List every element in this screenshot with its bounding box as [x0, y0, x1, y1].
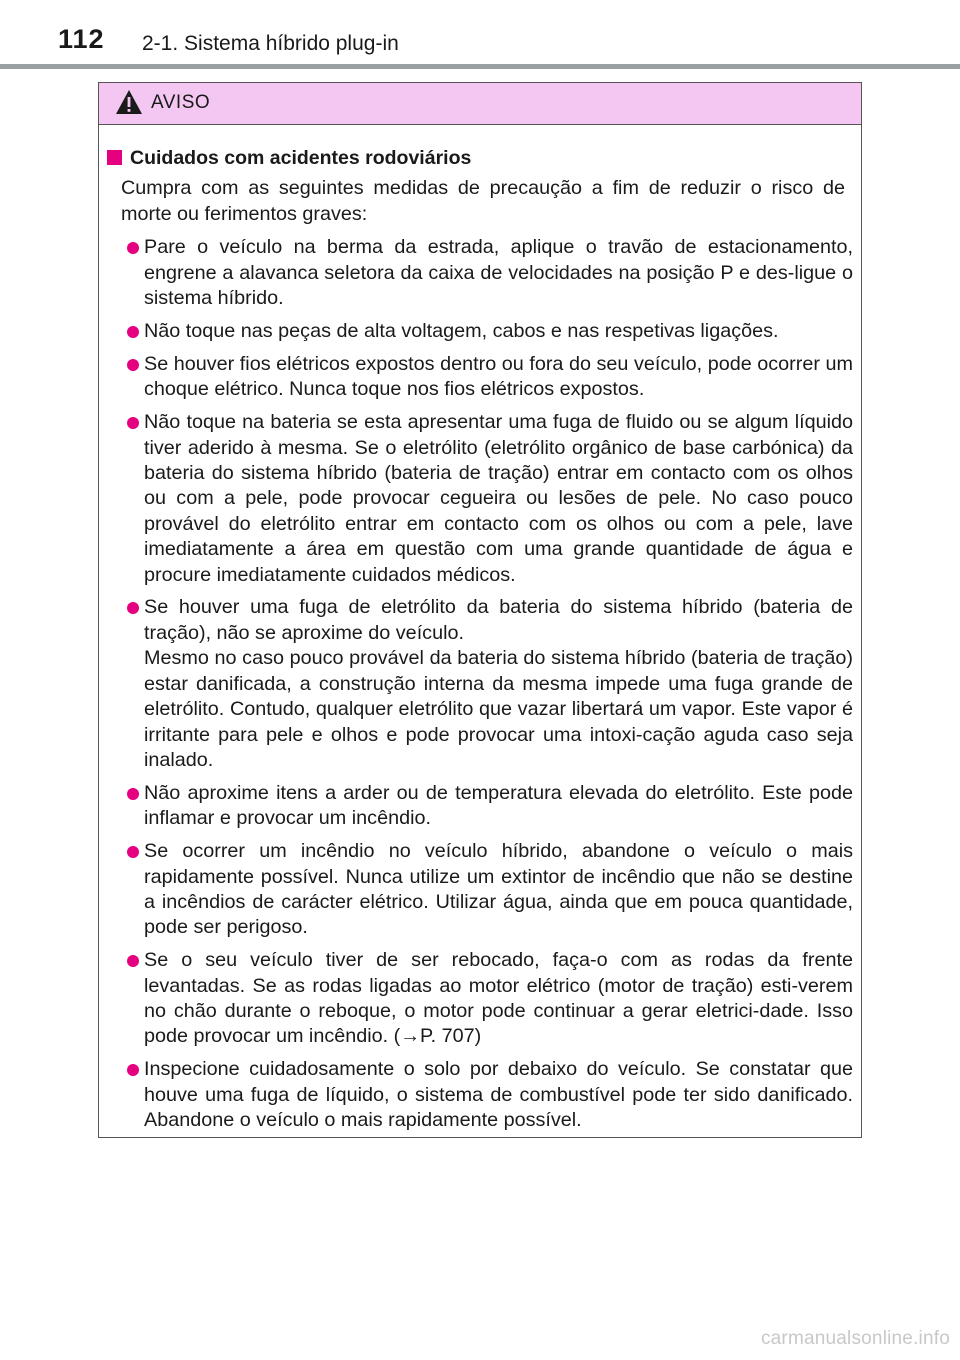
list-item [107, 352, 853, 403]
watermark: carmanualsonline.info [760, 1328, 950, 1349]
list-item-text [144, 948, 853, 1050]
warning-bullet-list [107, 235, 853, 1133]
list-item [107, 235, 853, 311]
round-bullet-icon [127, 417, 139, 429]
warning-triangle-icon [115, 89, 143, 115]
header-rule [0, 64, 960, 69]
list-item [107, 319, 853, 344]
list-item [107, 595, 853, 773]
list-item-text [144, 839, 853, 941]
list-item [107, 781, 853, 832]
warning-label: AVISO [151, 92, 211, 113]
warning-subtitle-text: Cuidados com acidentes rodoviários [130, 147, 472, 169]
round-bullet-icon [127, 846, 139, 858]
warning-box [98, 82, 862, 1138]
list-item-text [144, 410, 853, 588]
list-item-text [144, 319, 853, 344]
list-item-text [144, 352, 853, 403]
list-item-paragraph: Não toque na bateria se esta apresentar uma fuga de fluido ou se algum líquido tiver aderido à mesma. Se o eletrólito (eletrólito orgânico de base carbónica) da bateria do sistema híbrido (bateria de tração) entrar em contacto com os olhos ou com a pele, pode provocar cegueira ou lesões de pele. No caso pouco provável do eletrólito entrar em contacto com os olhos ou com a pele, lave imediatamente a área em questão com uma grande quantidade de água e procure imediatamente cuidados médicos. [144, 411, 853, 586]
list-item-paragraph: Não toque nas peças de alta voltagem, cabos e nas respetivas ligações. [144, 319, 779, 342]
round-bullet-icon [127, 1064, 139, 1076]
list-item-paragraph: Não aproxime itens a arder ou de temperatura elevada do eletrólito. Este pode inflamar e provocar um incêndio. [144, 781, 853, 830]
warning-body [99, 125, 861, 1134]
list-item-paragraph: Pare o veículo na berma da estrada, aplique o travão de estacionamento, engrene a alavanca seletora da caixa de velocidades na posição P e des-ligue o sistema híbrido. [144, 236, 853, 309]
round-bullet-icon [127, 359, 139, 371]
round-bullet-icon [127, 326, 139, 338]
list-item-text [144, 781, 853, 832]
round-bullet-icon [127, 242, 139, 254]
page-header [0, 0, 960, 70]
warning-subtitle [107, 145, 853, 172]
list-item-text [144, 235, 853, 311]
list-item-paragraph: Inspecione cuidadosamente o solo por debaixo do veículo. Se constatar que houve uma fuga de líquido, o sistema de combustível pode ter sido danificado. Abandone o veículo o mais rapidamente possível. [144, 1058, 853, 1132]
list-item-paragraph: Se o seu veículo tiver de ser rebocado, faça-o com as rodas da frente levantadas. Se as rodas ligadas ao motor elétrico (motor de tração) esti-verem no chão durante o reboque, o motor pode continuar a gerar eletrici-dade. Isso pode provocar um incêndio. (→P. 707) [144, 949, 853, 1048]
list-item [107, 948, 853, 1050]
list-item [107, 1057, 853, 1133]
section-title: 2-1. Sistema híbrido plug-in [142, 32, 399, 55]
round-bullet-icon [127, 788, 139, 800]
square-bullet-icon [107, 150, 122, 165]
round-bullet-icon [127, 602, 139, 614]
list-item-paragraph: Se houver fios elétricos expostos dentro ou fora do seu veículo, pode ocorrer um choque elétrico. Nunca toque nos fios elétricos expostos. [144, 352, 853, 401]
warning-intro: Cumpra com as seguintes medidas de precaução a fim de reduzir o risco de morte ou ferimentos graves: [121, 177, 845, 225]
round-bullet-icon [127, 955, 139, 967]
page-number: 112 [58, 24, 105, 54]
list-item-text [144, 1057, 853, 1133]
list-item-paragraph: Se ocorrer um incêndio no veículo híbrido, abandone o veículo o mais rapidamente possível. Nunca utilize um extintor de incêndio que não se destine a incêndios de carácter elétrico. Utilizar água, ainda que em pouca quantidade, pode ser perigoso. [144, 840, 853, 939]
list-item [107, 410, 853, 588]
list-item-text [144, 595, 853, 773]
list-item [107, 839, 853, 941]
warning-header [99, 83, 861, 125]
list-item-paragraph: Mesmo no caso pouco provável da bateria do sistema híbrido (bateria de tração) estar danificada, a construção interna da mesma impede uma fuga grande de eletrólito. Contudo, qualquer eletrólito que vazar libertará um vapor. Este vapor é irritante para pele e olhos e pode provocar uma intoxi-cação aguda caso seja inalado. [144, 647, 853, 771]
list-item-paragraph: Se houver uma fuga de eletrólito da bateria do sistema híbrido (bateria de tração), não se aproxime do veículo. [144, 596, 853, 644]
